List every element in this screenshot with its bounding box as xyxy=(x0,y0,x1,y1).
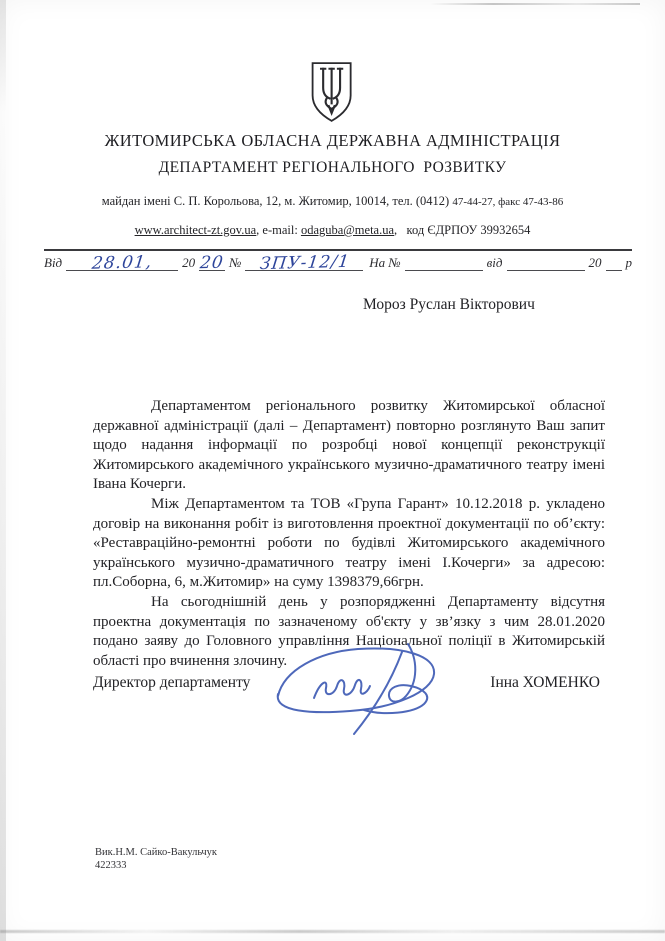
handwritten-year: 20 xyxy=(199,252,226,274)
address-phones: 47-44-27, факс 47-43-86 xyxy=(452,196,564,208)
recipient-name: Мороз Руслан Вікторович xyxy=(363,296,535,313)
paragraph-3: На сьогоднішній день у розпорядженні Департаменту відсутня проектна документація по зазначеному об'єкту у зв’язку з чим 28.01.2020 подано заяву до Головного управління Національної поліції в Житомирській області про вчинення злочину. xyxy=(93,593,605,669)
handwritten-date: 28.01, xyxy=(90,252,154,274)
date-blank xyxy=(66,252,178,274)
year-printed: 20 xyxy=(182,255,196,270)
reference-line xyxy=(44,249,632,275)
signer-role: Директор департаменту xyxy=(93,674,251,691)
website-link: www.architect-zt.gov.ua xyxy=(134,223,257,237)
organization-name: ЖИТОМИРСЬКА ОБЛАСНА ДЕРЖАВНА АДМІНІСТРАЦІЯ xyxy=(104,131,561,150)
reply-number-blank xyxy=(405,256,483,271)
scan-artifact-top xyxy=(430,3,640,5)
executor-phone: 422333 xyxy=(95,859,127,871)
reply-year-blank xyxy=(606,256,622,271)
letter-body xyxy=(93,397,605,671)
edrpou-code: , код ЄДРПОУ 39932654 xyxy=(394,223,531,237)
email-separator: , e-mail: xyxy=(256,223,301,237)
reply-year-suffix: р xyxy=(625,255,632,270)
paragraph-1: Департаментом регіонального розвитку Житомирської обласної державної адміністрації (далі – Департамент) повторно розглянуто Ваш запит щодо надання інформації по розробці нової концепції реконструкції Житомирського академічного українського музично-драматичного театру імені Івана Кочерги. xyxy=(93,398,605,493)
reply-year: 20 xyxy=(588,255,602,270)
reply-from-label: від xyxy=(486,255,503,270)
signature-row xyxy=(93,674,600,692)
reply-label: На № xyxy=(369,255,401,270)
email-link: odaguba@meta.ua xyxy=(300,223,395,237)
reply-date-blank xyxy=(507,256,585,271)
handwritten-number: ЗПУ-12/1 xyxy=(258,251,351,275)
signer-name: Інна ХОМЕНКО xyxy=(490,674,600,691)
ukraine-trident-emblem xyxy=(308,61,354,128)
reply-ref-group xyxy=(369,255,632,271)
number-label: № xyxy=(229,255,242,270)
department-name: ДЕПАРТАМЕНТ РЕГІОНАЛЬНОГО РОЗВИТКУ xyxy=(158,159,507,176)
executor-footer xyxy=(95,847,217,872)
address-main: майдан імені С. П. Корольова, 12, м. Житомир, 10014, тел. (0412) xyxy=(101,194,453,208)
number-blank xyxy=(245,251,363,275)
executor-name: Вик.Н.М. Сайко-Вакульчук xyxy=(95,847,218,858)
year-blank xyxy=(199,252,226,274)
paragraph-2: Між Департаментом та ТОВ «Група Гарант» 10.12.2018 р. укладено договір на виконання робіт із виготовлення проектної документації по об’єкту: «Реставраційно-ремонтні роботи по будівлі Житомирського академічного українського музично-драматичного театру імені І.Кочерги» за адресою: пл.Соборна, 6, м.Житомир» на суму 1398379,66грн. xyxy=(93,495,605,591)
scan-artifact-bottom xyxy=(0,930,665,933)
outgoing-ref-group xyxy=(44,251,363,275)
address-line xyxy=(0,194,665,209)
contact-line xyxy=(0,223,665,238)
from-label: Від xyxy=(44,255,63,270)
